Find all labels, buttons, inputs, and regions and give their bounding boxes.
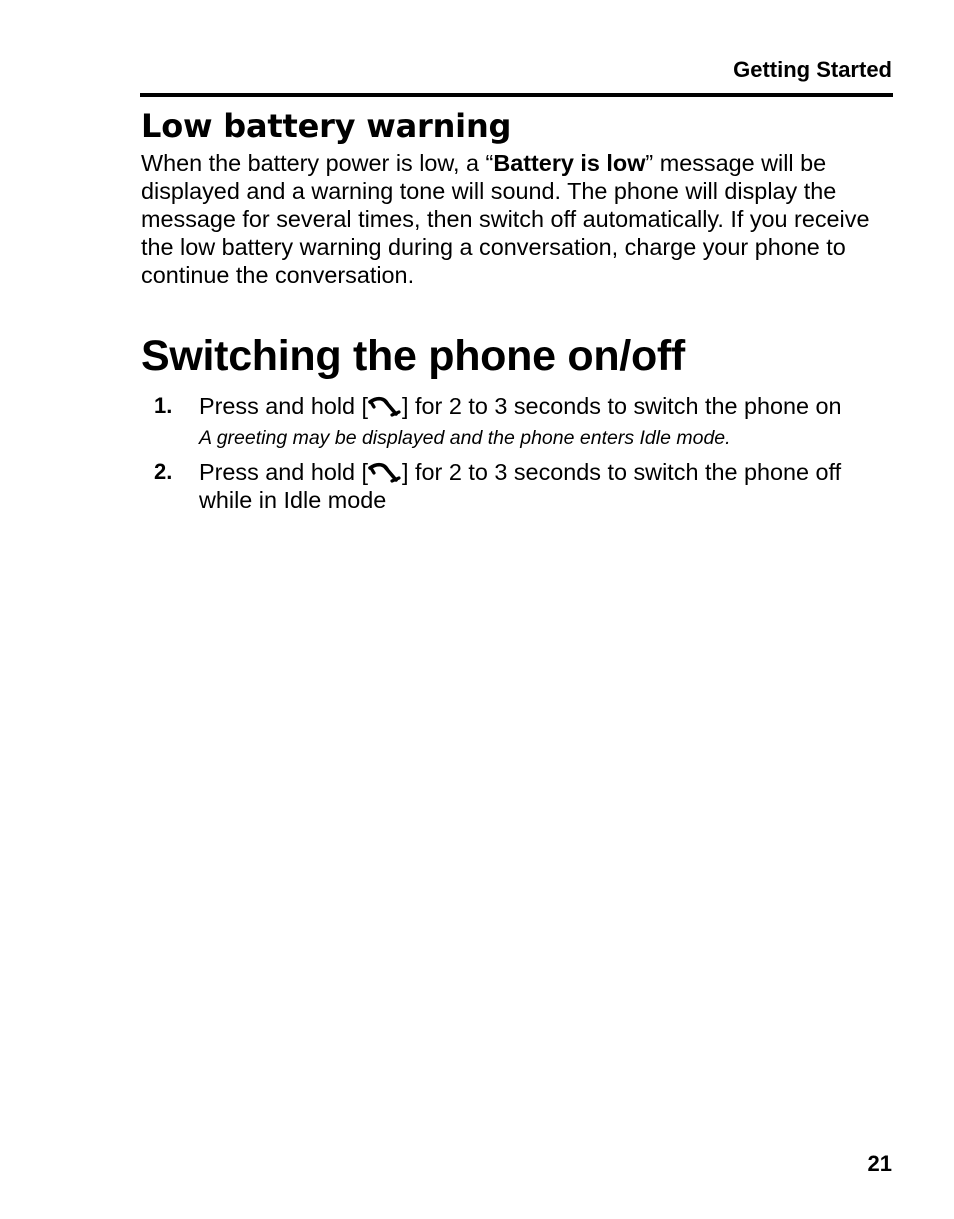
page-number: 21 (867, 1151, 892, 1176)
battery-is-low-message: Battery is low (493, 150, 646, 176)
section-heading-switching: Switching the phone on/off (141, 332, 685, 380)
step-text-after: ] for 2 to 3 seconds to switch the phone off while in Idle mode (199, 459, 842, 513)
step-text (199, 458, 899, 514)
step-text-before: Press and hold [ (199, 393, 369, 419)
end-call-icon (368, 461, 402, 483)
header-rule (140, 93, 893, 97)
para-text-after: ” message will be displayed and a warning tone will sound. The phone will display the message for several times, then switch off automatically. If you receive the low battery warning during a conversation, charge your phone to continue the conversation. (141, 150, 870, 288)
step-note: A greeting may be displayed and the phone enters Idle mode. (199, 427, 731, 449)
end-call-icon (368, 395, 402, 417)
step-text-before: Press and hold [ (199, 459, 369, 485)
section-heading-low-battery: Low battery warning (141, 107, 512, 145)
step-text (199, 392, 899, 420)
step-number: 2. (154, 459, 173, 484)
para-text-before: When the battery power is low, a “ (141, 150, 494, 176)
step-text-after: ] for 2 to 3 seconds to switch the phone on (402, 393, 842, 419)
low-battery-paragraph (141, 149, 893, 289)
running-header: Getting Started (733, 57, 892, 82)
step-number: 1. (154, 393, 173, 418)
